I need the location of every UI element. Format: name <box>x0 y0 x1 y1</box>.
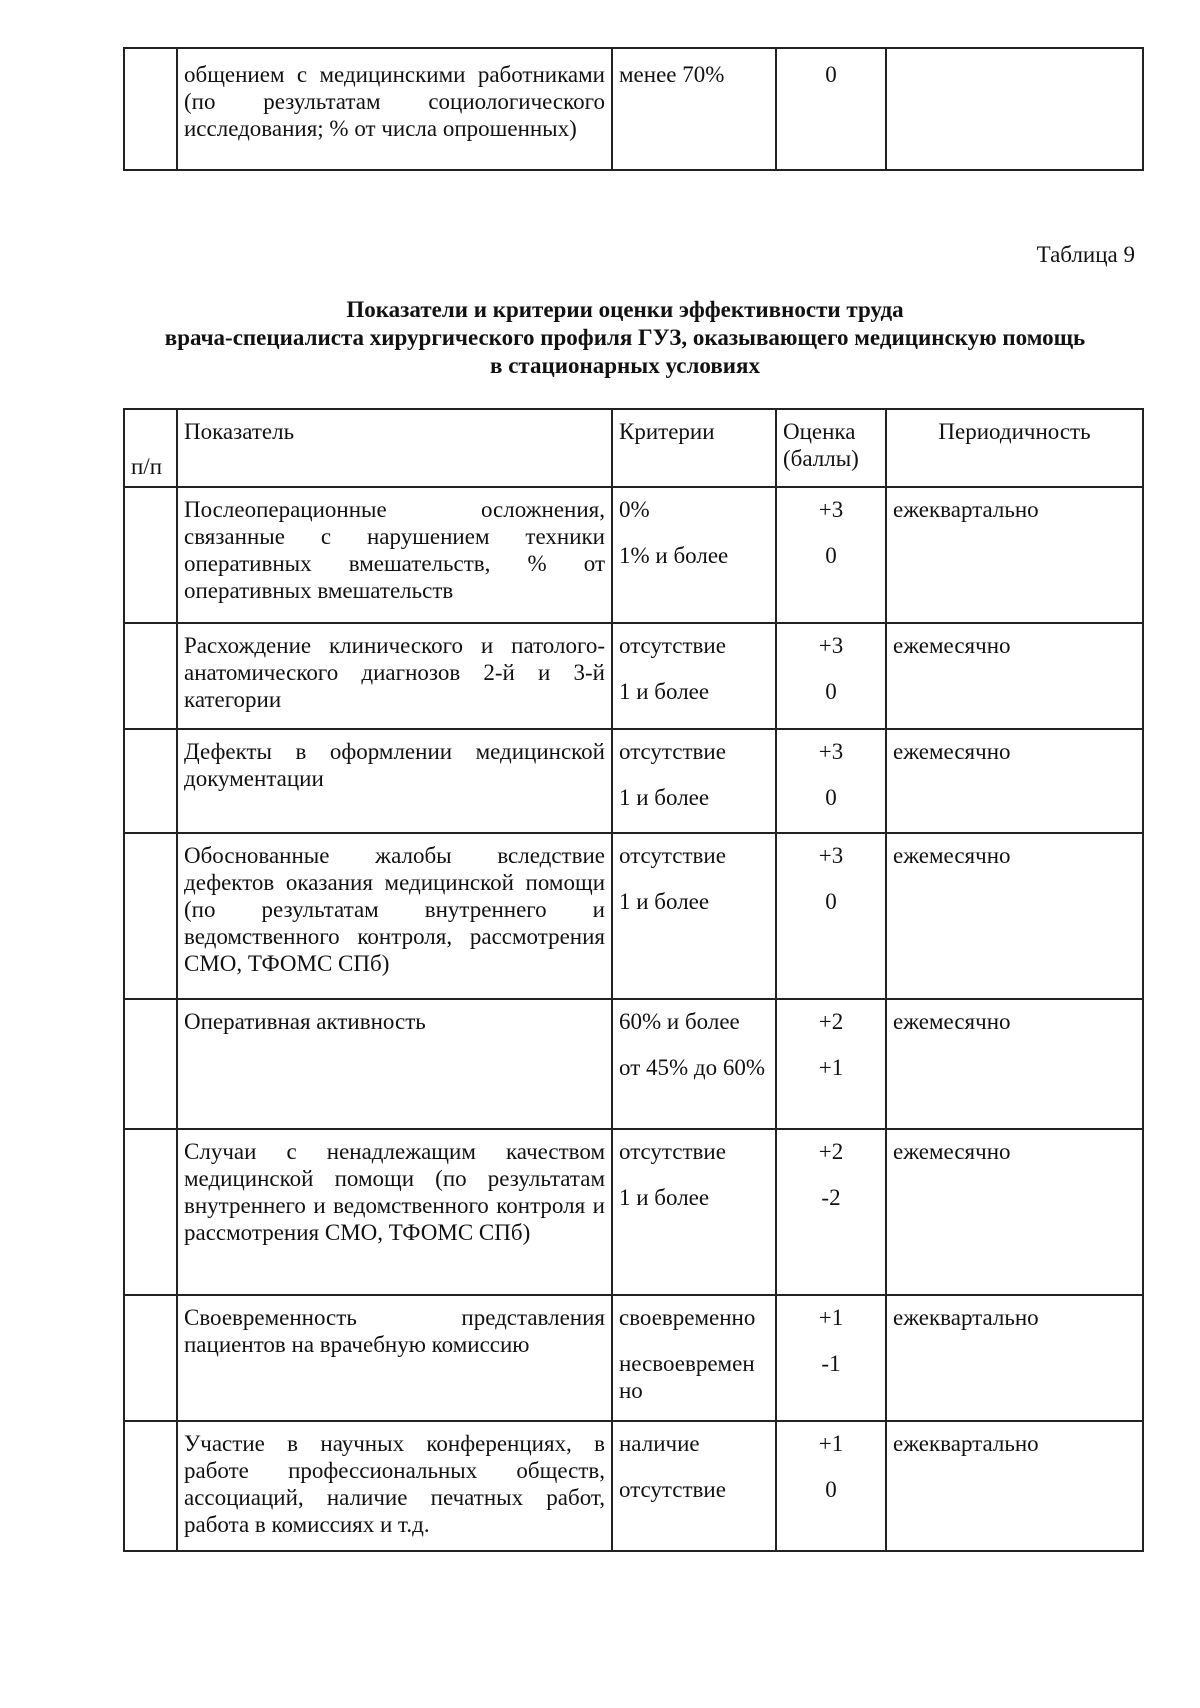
table-row <box>124 623 1143 729</box>
header-criteria: Критерии <box>612 409 776 487</box>
score-value: 0 <box>825 543 837 568</box>
criterion-value: своевременно <box>619 1305 756 1330</box>
indicator-cell: Участие в научных конференциях, в работе профессиональных обществ, ассоциаций, наличие печатных работ, работа в комиссиях и т.д. <box>177 1421 612 1551</box>
row-number-cell <box>124 1129 177 1295</box>
score-value: 0 <box>825 679 837 704</box>
table-title <box>100 296 1150 380</box>
criteria-cell <box>612 833 776 999</box>
periodicity-cell: ежемесячно <box>886 623 1143 729</box>
indicator-cell: Своевременность представления пациентов на врачебную комиссию <box>177 1295 612 1421</box>
header-num: п/п <box>124 409 177 487</box>
periodicity-cell: ежемесячно <box>886 999 1143 1129</box>
score-value: 0 <box>825 889 837 914</box>
table-label: Таблица 9 <box>1036 242 1135 267</box>
score-value: +3 <box>818 739 844 764</box>
score-cell <box>776 487 886 623</box>
table-row <box>124 999 1143 1129</box>
table-row <box>124 1295 1143 1421</box>
criterion-value: наличие <box>619 1431 700 1456</box>
criterion-value: 1 и более <box>619 1185 710 1210</box>
criterion-value: отсутствие <box>619 1139 726 1164</box>
score-value: +1 <box>818 1305 844 1330</box>
table-row <box>124 1129 1143 1295</box>
periodicity-cell: ежемесячно <box>886 729 1143 833</box>
score-cell <box>776 999 886 1129</box>
table-row <box>124 1421 1143 1551</box>
criterion-value: отсутствие <box>619 1477 726 1502</box>
table-row <box>124 487 1143 623</box>
table-row <box>124 48 1143 170</box>
row-number-cell <box>124 999 177 1129</box>
title-line: в стационарных условиях <box>490 353 760 378</box>
title-line: Показатели и критерии оценки эффективности труда <box>346 297 904 322</box>
periodicity-cell: ежеквартально <box>886 487 1143 623</box>
row-number-cell <box>124 487 177 623</box>
header-row <box>124 409 1143 487</box>
indicator-cell: Расхождение клинического и патолого-анатомического диагнозов 2-й и 3-й категории <box>177 623 612 729</box>
criteria-cell <box>612 729 776 833</box>
score-value: +3 <box>818 497 844 522</box>
periodicity-cell: ежеквартально <box>886 1421 1143 1551</box>
score-value: -1 <box>821 1351 841 1376</box>
indicator-cell: Случаи с ненадлежащим качеством медицинской помощи (по результатам внутреннего и ведомственного контроля и рассмотрения СМО, ТФОМС СПб) <box>177 1129 612 1295</box>
criterion-value: 1% и более <box>619 543 729 568</box>
table-row <box>124 833 1143 999</box>
criterion-value: 60% и более <box>619 1009 740 1034</box>
continued-table <box>123 47 1144 171</box>
criterion-value: 1 и более <box>619 679 710 704</box>
indicator-cell: Оперативная активность <box>177 999 612 1129</box>
score-value: +3 <box>818 843 844 868</box>
table-row <box>124 729 1143 833</box>
score-value: +2 <box>818 1009 844 1034</box>
row-number-cell <box>124 1295 177 1421</box>
score-cell <box>776 1295 886 1421</box>
header-score: Оценка (баллы) <box>776 409 886 487</box>
score-value: -2 <box>821 1185 841 1210</box>
periodicity-cell: ежеквартально <box>886 1295 1143 1421</box>
score-cell <box>776 729 886 833</box>
score-cell <box>776 833 886 999</box>
indicator-cell: Обоснованные жалобы вследствие дефектов оказания медицинской помощи (по результатам внутреннего и ведомственного контроля, рассмотрения СМО, ТФОМС СПб) <box>177 833 612 999</box>
indicator-cell: общением с медицинскими работниками (по результатам социологического исследования; % от числа опрошенных) <box>177 48 612 170</box>
criterion-value: отсутствие <box>619 739 726 764</box>
row-number-cell <box>124 729 177 833</box>
criteria-cell <box>612 999 776 1129</box>
criteria-cell <box>612 623 776 729</box>
score-cell <box>776 1129 886 1295</box>
score-value: +2 <box>818 1139 844 1164</box>
criterion-value: несвоевремен но <box>619 1351 755 1403</box>
criterion-value: отсутствие <box>619 843 726 868</box>
criterion-value: отсутствие <box>619 633 726 658</box>
score-cell <box>776 1421 886 1551</box>
criterion-value: 1 и более <box>619 785 710 810</box>
criteria-cell <box>612 1421 776 1551</box>
row-number-cell <box>124 1421 177 1551</box>
criteria-cell <box>612 1129 776 1295</box>
periodicity-cell: ежемесячно <box>886 1129 1143 1295</box>
row-number-cell <box>124 623 177 729</box>
criteria-cell <box>612 487 776 623</box>
criteria-cell <box>612 1295 776 1421</box>
score-value: +3 <box>818 633 844 658</box>
score-value: +1 <box>818 1431 844 1456</box>
periodicity-cell: ежемесячно <box>886 833 1143 999</box>
score-value: 0 <box>825 785 837 810</box>
header-indicator: Показатель <box>177 409 612 487</box>
criterion-value: от 45% до 60% <box>619 1055 766 1080</box>
criterion-value: 1 и более <box>619 889 710 914</box>
indicator-cell: Дефекты в оформлении медицинской документации <box>177 729 612 833</box>
score-value: +1 <box>818 1055 844 1080</box>
criterion-cell: менее 70% <box>612 48 776 170</box>
score-value: 0 <box>825 1477 837 1502</box>
row-number-cell <box>124 833 177 999</box>
title-line: врача-специалиста хирургического профиля ГУЗ, оказывающего медицинскую помощь <box>164 325 1086 350</box>
indicator-cell: Послеоперационные осложнения, связанные с нарушением техники оперативных вмешательств, % от оперативных вмешательств <box>177 487 612 623</box>
header-periodicity: Периодичность <box>886 409 1143 487</box>
criterion-value: 0% <box>619 497 650 522</box>
score-cell <box>776 623 886 729</box>
periodicity-cell <box>886 48 1143 170</box>
criteria-table <box>123 408 1144 1552</box>
row-number-cell <box>124 48 177 170</box>
score-cell: 0 <box>776 48 886 170</box>
